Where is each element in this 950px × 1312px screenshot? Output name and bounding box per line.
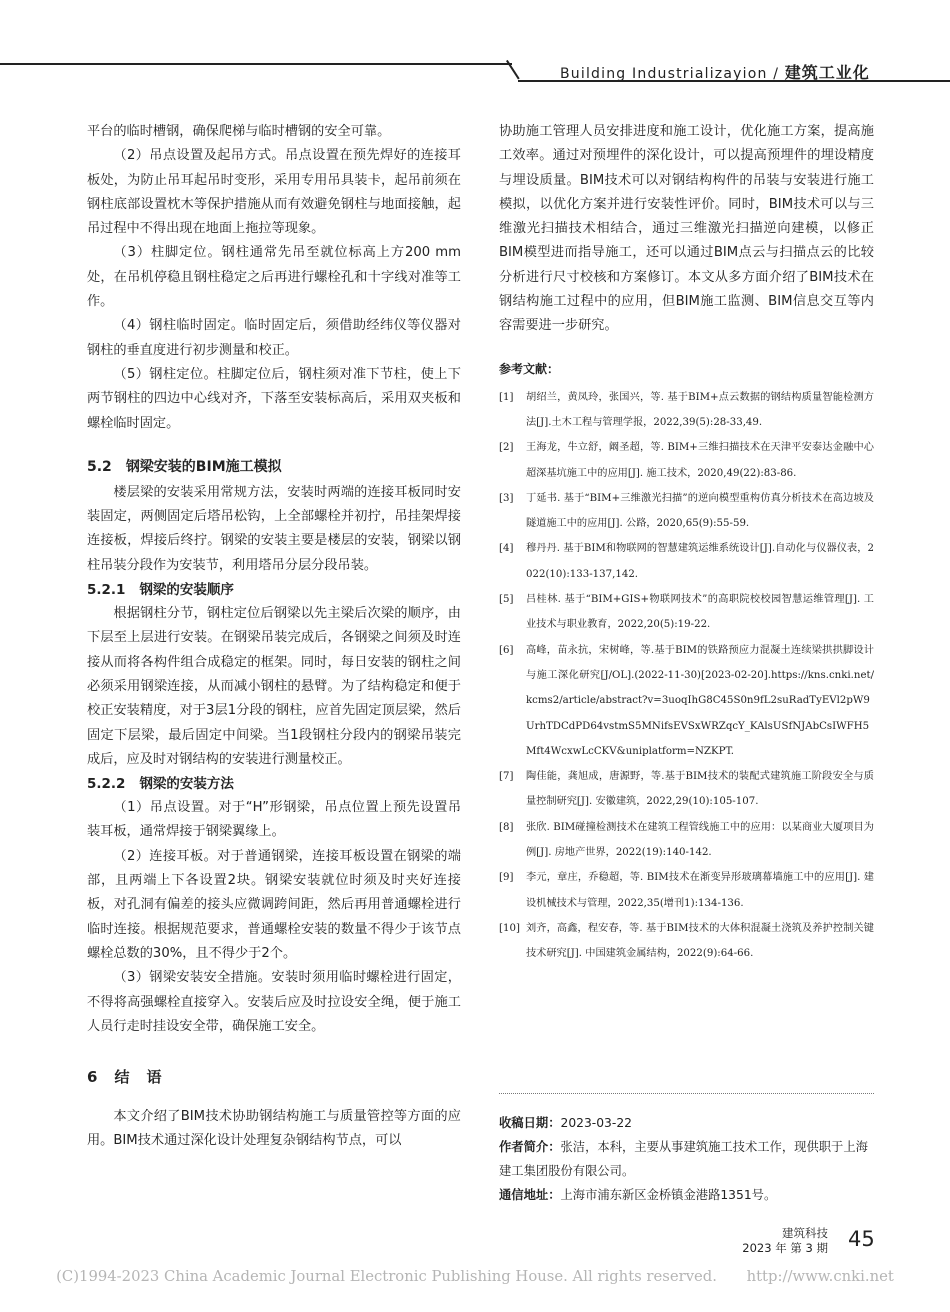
paragraph: 本文介绍了BIM技术协助钢结构施工与质量管控等方面的应用。BIM技术通过深化设计处理复杂钢结构节点，可以 xyxy=(87,1109,461,1149)
reference-text: 高峰，苗永抗，宋树峰，等.基于BIM的铁路预应力混凝土连续梁拱拱脚设计与施工深化研究[J/OL].(2022-11-30)[2023-02-20].https://kns.cnki.net/kcms2/article/abstract?v=3uoqIhG8C45S0n9fL2suRadTyEVl2pW9UrhTDCdPD64vstmS5MNifsEVSxWRZqcY_KAlsUSfNJAbCsIWFH5Mft4WcxwLcCKV&uniplatform=NZKPT. xyxy=(526,644,874,757)
section-number: 5.2.2 xyxy=(87,776,126,793)
header-rule-slash xyxy=(506,60,519,79)
section-heading-6 xyxy=(87,1064,461,1090)
reference-text: 陶佳能，龚旭成，唐源野，等.基于BIM技术的装配式建筑施工阶段安全与质量控制研究[J]. 安徽建筑，2022,29(10):105-107. xyxy=(526,771,874,808)
header-title-en: Building Industrializayion xyxy=(560,66,768,82)
paragraph: （2）连接耳板。对于普通钢梁，连接耳板设置在钢梁的端部，且两端上下各设置2块。钢梁安装就位时须及时夹好连接板，对孔洞有偏差的接头应微调跨间距，然后再用普通螺栓进行临时连接。根据规范要求，普通螺栓安装的数量不得少于该节点螺栓总数的30%，且不得少于2个。 xyxy=(87,848,461,961)
reference-text: 王海龙，牛立舒，阚圣超，等. BIM+三维扫描技术在天津平安泰达金融中心超深基坑施工中的应用[J]. 施工技术，2020,49(22):83-86. xyxy=(526,442,874,479)
section-heading-5-2-1 xyxy=(87,578,461,602)
reference-item xyxy=(499,385,874,436)
paragraph: （3）柱脚定位。钢柱通常先吊至就位标高上方200 mm处，在吊机停稳且钢柱稳定之后再进行螺栓孔和十字线对准等工作。 xyxy=(87,245,461,310)
reference-item xyxy=(499,435,874,486)
reference-number: [3] xyxy=(499,492,514,504)
reference-item xyxy=(499,916,874,967)
reference-number: [8] xyxy=(499,821,514,833)
reference-text: 张欣. BIM碰撞检测技术在建筑工程管线施工中的应用：以某商业大厦项目为例[J]. 房地产世界，2022(19):140-142. xyxy=(526,821,874,859)
paragraph: 协助施工管理人员安排进度和施工设计，优化施工方案，提高施工效率。通过对预埋件的深化设计，可以提高预埋件的埋设精度与埋设质量。BIM技术可以对钢结构构件的吊装与安装进行施工模拟，以优化方案并进行安装性评价。同时，BIM技术可以与三维激光扫描技术相结合，通过三维激光扫描逆向建模，以修正BIM模型进而指导施工，还可以通过BIM点云与扫描点云的比较分析进行尺寸校核和方案修订。本文从多方面介绍了BIM技术在钢结构施工过程中的应用，但BIM施工监测、BIM信息交互等内容需要进一步研究。 xyxy=(499,124,874,334)
section-heading-5-2-2 xyxy=(87,772,461,796)
reference-number: [9] xyxy=(499,872,514,884)
reference-text: 吕桂林. 基于“BIM+GIS+物联网技术”的高职院校校园智慧运维管理[J]. 工业技术与职业教育，2022,20(5):19-22. xyxy=(526,594,874,631)
header-title-cn: 建筑工业化 xyxy=(784,63,870,82)
reference-text: 李元，章庄，乔稳超，等. BIM技术在渐变异形玻璃幕墙施工中的应用[J]. 建设机械技术与管理，2022,35(增刊1):134-136. xyxy=(526,872,874,909)
reference-text: 胡绍兰，黄凤玲，张国兴，等. 基于BIM+点云数据的钢结构质量智能检测方法[J].土木工程与管理学报，2022,39(5):28-33,49. xyxy=(526,391,874,428)
left-column xyxy=(87,120,461,1154)
reference-number: [10] xyxy=(499,922,520,934)
references-heading: 参考文献： xyxy=(499,361,560,376)
reference-number: [2] xyxy=(499,442,514,454)
reference-number: [1] xyxy=(499,391,514,403)
reference-item xyxy=(499,638,874,764)
reference-item xyxy=(499,764,874,815)
received-date xyxy=(499,1111,874,1135)
reference-text: 丁延书. 基于“BIM+三维激光扫描”的逆向模型重构仿真分析技术在高边坡及隧道施工中的应用[J]. 公路，2020,65(9):55-59. xyxy=(526,492,874,530)
received-value: 2023-03-22 xyxy=(560,1116,632,1130)
paragraph: （5）钢柱定位。柱脚定位后，钢柱须对准下节柱，使上下两节钢柱的四边中心线对齐，下落至安装标高后，采用双夹板和螺栓临时固定。 xyxy=(87,366,461,431)
journal-name: 建筑科技 xyxy=(782,1226,828,1240)
header-rule xyxy=(0,63,512,65)
reference-number: [4] xyxy=(499,543,514,555)
reference-number: [5] xyxy=(499,594,514,606)
section-title: 钢梁安装的BIM施工模拟 xyxy=(125,458,282,475)
reference-item xyxy=(499,486,874,537)
reference-item xyxy=(499,815,874,866)
paragraph: （1）吊点设置。对于“H”形钢梁，吊点位置上预先设置吊装耳板，通常焊接于钢梁翼缘上。 xyxy=(87,800,461,840)
section-number: 6 xyxy=(87,1068,99,1087)
section-number: 5.2 xyxy=(87,458,112,475)
reference-text: 穆丹丹. 基于BIM和物联网的智慧建筑运维系统设计[J].自动化与仪器仪表，2022(10):133-137,142. xyxy=(526,543,874,580)
paragraph: （4）钢柱临时固定。临时固定后，须借助经纬仪等仪器对钢柱的垂直度进行初步测量和校正。 xyxy=(87,318,461,358)
running-header xyxy=(560,60,870,83)
section-heading-5-2 xyxy=(87,455,461,479)
paragraph: 楼层梁的安装采用常规方法，安装时两端的连接耳板同时安装固定，两侧固定后塔吊松钩，上全部螺栓并初拧，吊挂架焊接连接板，焊接后终拧。钢梁的安装主要是楼层的安装，钢梁以钢柱吊装分段作为安装节，利用塔吊分层分段吊装。 xyxy=(87,484,461,573)
separator-dotted xyxy=(499,1093,874,1094)
journal-info xyxy=(700,1226,828,1256)
reference-text: 刘齐，高鑫，程安春，等. 基于BIM技术的大体积混凝土浇筑及养护控制关键技术研究[J]. 中国建筑金属结构，2022(9):64-66. xyxy=(526,922,874,960)
journal-issue: 2023 年 第 3 期 xyxy=(742,1241,828,1255)
author-value: 张洁，本科，主要从事建筑施工技术工作，现供职于上海建工集团股份有限公司。 xyxy=(499,1140,868,1178)
reference-item xyxy=(499,536,874,587)
reference-item xyxy=(499,865,874,916)
right-column xyxy=(499,120,874,967)
section-number: 5.2.1 xyxy=(87,582,126,599)
section-title: 钢梁的安装顺序 xyxy=(139,582,234,599)
page-number: 45 xyxy=(848,1227,875,1251)
section-title: 钢梁的安装方法 xyxy=(139,776,234,793)
references-list xyxy=(499,385,874,967)
author-bio xyxy=(499,1135,874,1183)
paragraph: （3）钢梁安装安全措施。安装时须用临时螺栓进行固定，不得将高强螺栓直接穿入。安装后应及时拉设安全绳，便于施工人员行走时挂设安全带，确保施工安全。 xyxy=(87,970,461,1034)
section-title: 结 语 xyxy=(114,1068,163,1087)
received-label: 收稿日期： xyxy=(499,1116,561,1130)
author-label: 作者简介： xyxy=(499,1140,561,1154)
address-label: 通信地址： xyxy=(499,1188,561,1202)
reference-item xyxy=(499,587,874,638)
address xyxy=(499,1183,874,1207)
paragraph: 根据钢柱分节，钢柱定位后钢梁以先主梁后次梁的顺序，由下层至上层进行安装。在钢梁吊装完成后，各钢梁之间须及时连接从而将各构件组合成稳定的框架。同时，每日安装的钢柱之间必须采用钢梁连接，从而减小钢柱的悬臂。为了结构稳定和便于校正安装精度，对于3层1分段的钢柱，应首先固定顶层梁，然后固定下层梁，最后固定中间梁。当1段钢柱分段内的钢梁吊装完成后，应及时对钢结构的安装进行测量校正。 xyxy=(87,606,461,767)
address-value: 上海市浦东新区金桥镇金港路1351号。 xyxy=(560,1188,777,1202)
copyright-watermark: (C)1994-2023 China Academic Journal Electronic Publishing House. All rights reserved. http://www.cnki.net xyxy=(56,1268,894,1285)
header-divider: / xyxy=(773,66,780,82)
reference-number: [6] xyxy=(499,644,514,656)
paragraph: （2）吊点设置及起吊方式。吊点设置在预先焊好的连接耳板处，为防止吊耳起吊时变形，采用专用吊具装卡，起吊前须在钢柱底部设置枕木等保护措施从而有效避免钢柱与地面接触，起吊过程中不得出现在地面上拖拉等现象。 xyxy=(87,148,461,237)
reference-number: [7] xyxy=(499,771,514,783)
paragraph: 平台的临时槽钢，确保爬梯与临时槽钢的安全可靠。 xyxy=(87,124,391,139)
